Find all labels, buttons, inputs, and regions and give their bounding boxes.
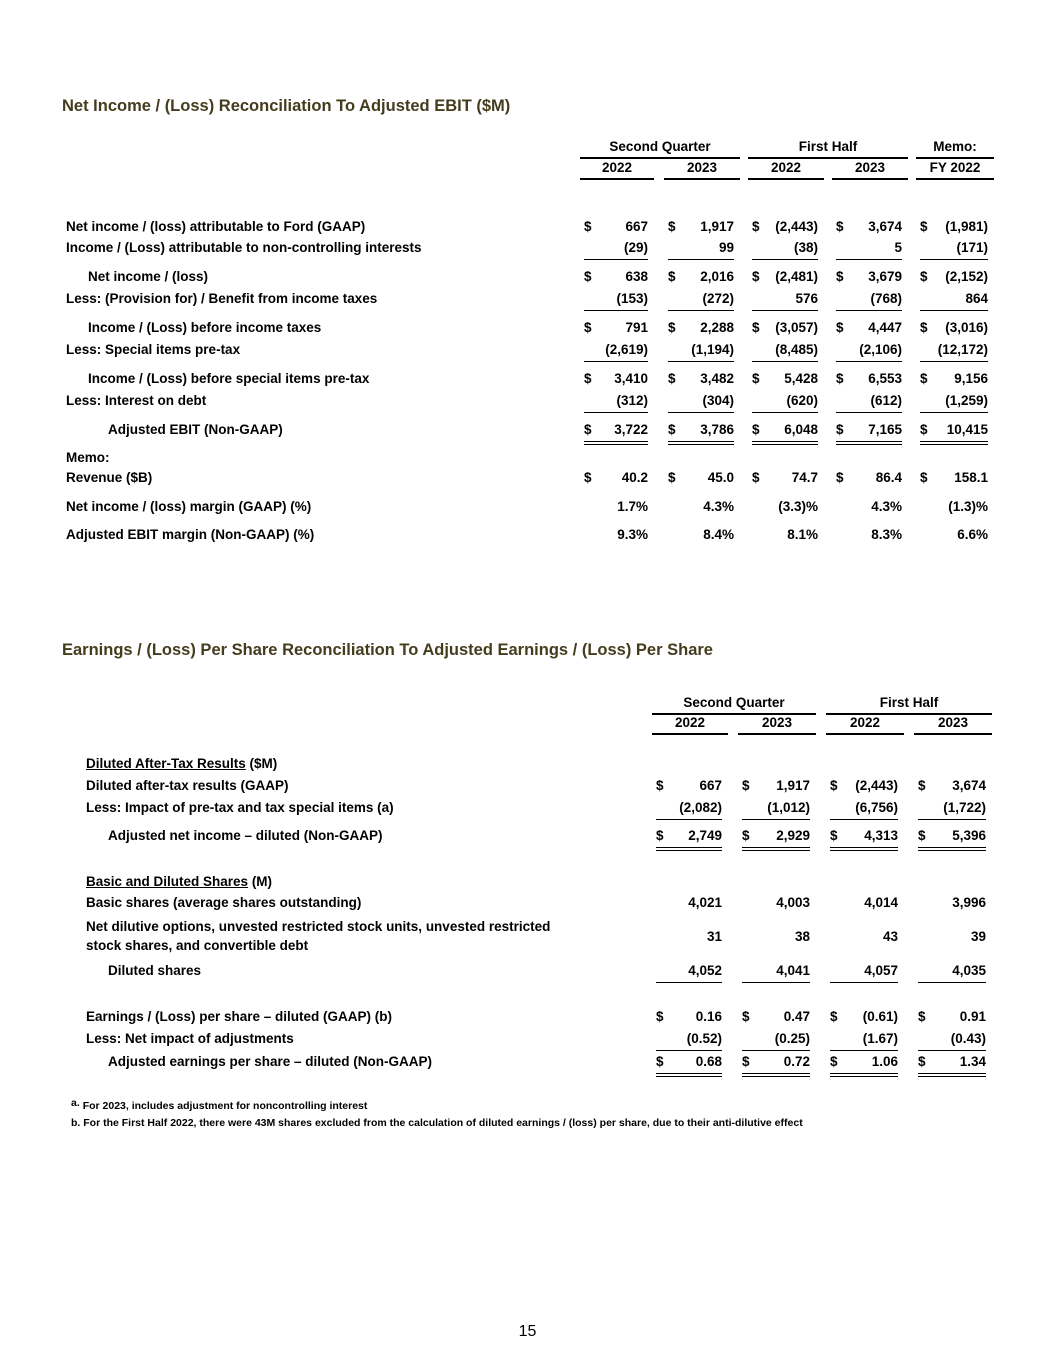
ebit-cell-value: 8.1% [787, 527, 818, 542]
ebit-cell [752, 498, 818, 516]
ebit-cell-value: 3,482 [700, 371, 734, 386]
eps-cell-value: 1.34 [959, 1054, 986, 1069]
ebit-cell [584, 421, 648, 445]
ebit-year-header: 2022 [748, 159, 824, 180]
ebit-row-label: Income / (Loss) attributable to non-controlling interests [66, 240, 422, 255]
eps-cell-value: 4,041 [776, 963, 810, 978]
currency-symbol: $ [584, 371, 592, 386]
eps-group-header: First Half [826, 694, 992, 715]
ebit-cell [920, 370, 988, 388]
ebit-cell [752, 290, 818, 311]
currency-symbol: $ [830, 828, 838, 843]
eps-cell-value: 1,917 [776, 778, 810, 793]
ebit-cell-value: (1,981) [945, 219, 988, 234]
eps-cell [918, 799, 986, 820]
eps-cell-value: (1,722) [943, 800, 986, 815]
eps-cell-value: 4,057 [864, 963, 898, 978]
ebit-cell-value: 5,428 [784, 371, 818, 386]
ebit-cell [752, 218, 818, 236]
ebit-cell-value: 9.3% [617, 527, 648, 542]
ebit-cell-value: 158.1 [954, 470, 988, 485]
eps-cell [742, 894, 810, 912]
eps-cell [742, 777, 810, 795]
ebit-cell-value: 3,786 [700, 422, 734, 437]
ebit-cell-value: 8.4% [703, 527, 734, 542]
eps-cell [918, 1053, 986, 1077]
ebit-cell [752, 268, 818, 286]
ebit-row-label: Less: Special items pre-tax [66, 342, 241, 357]
ebit-cell-value: (2,481) [775, 269, 818, 284]
eps-cell [918, 962, 986, 983]
ebit-cell-value: (8,485) [775, 342, 818, 357]
ebit-row-label: Net income / (loss) attributable to Ford (GAAP) [66, 219, 366, 234]
eps-cell-value: 38 [794, 929, 810, 944]
eps-cell-value: 4,021 [688, 895, 722, 910]
ebit-cell [584, 290, 648, 311]
eps-cell [830, 777, 898, 795]
ebit-cell-value: (272) [702, 291, 734, 306]
ebit-cell-value: (3,057) [775, 320, 818, 335]
ebit-group-header: Second Quarter [580, 138, 740, 159]
currency-symbol: $ [742, 778, 750, 793]
currency-symbol: $ [920, 371, 928, 386]
ebit-cell-value: 74.7 [791, 470, 818, 485]
ebit-cell-value: 9,156 [954, 371, 988, 386]
ebit-cell-value: (768) [870, 291, 902, 306]
eps-cell-value: (0.52) [686, 1031, 722, 1046]
eps-row-label: Earnings / (Loss) per share – diluted (GAAP) (b) [86, 1009, 393, 1024]
ebit-cell [668, 392, 734, 413]
currency-symbol: $ [752, 219, 760, 234]
ebit-cell-value: (2,106) [859, 342, 902, 357]
eps-cell [656, 1008, 722, 1026]
currency-symbol: $ [668, 219, 676, 234]
eps-cell-value: 3,996 [952, 895, 986, 910]
ebit-cell-value: 667 [625, 219, 648, 234]
ebit-cell [836, 498, 902, 516]
currency-symbol: $ [752, 422, 760, 437]
eps-cell [656, 1030, 722, 1051]
ebit-cell [584, 319, 648, 337]
eps-cell [830, 827, 898, 851]
ebit-cell [920, 268, 988, 286]
currency-symbol: $ [668, 269, 676, 284]
eps-group-header: Second Quarter [652, 694, 816, 715]
ebit-cell-value: 791 [625, 320, 648, 335]
ebit-cell [836, 421, 902, 445]
ebit-cell [668, 526, 734, 544]
currency-symbol: $ [836, 320, 844, 335]
eps-cell [918, 1030, 986, 1051]
ebit-cell-value: (1,194) [691, 342, 734, 357]
currency-symbol: $ [836, 470, 844, 485]
ebit-cell [668, 319, 734, 337]
currency-symbol: $ [920, 422, 928, 437]
ebit-cell-value: 1.7% [617, 499, 648, 514]
eps-cell-value: 2,929 [776, 828, 810, 843]
currency-symbol: $ [668, 422, 676, 437]
currency-symbol: $ [836, 219, 844, 234]
ebit-cell-value: 3,410 [614, 371, 648, 386]
ebit-cell [752, 341, 818, 362]
eps-cell-value: 1.06 [871, 1054, 898, 1069]
eps-cell [918, 1008, 986, 1026]
footnote-a-text: For 2023, includes adjustment for noncontrolling interest [82, 1100, 368, 1112]
eps-cell [830, 1053, 898, 1077]
eps-year-header: 2022 [652, 714, 728, 735]
currency-symbol: $ [752, 371, 760, 386]
eps-year-header: 2023 [914, 714, 992, 735]
ebit-cell-value: (29) [623, 240, 648, 255]
footnote-a [71, 1097, 368, 1112]
eps-cell-value: 4,035 [952, 963, 986, 978]
ebit-cell [920, 290, 988, 311]
ebit-cell-value: 10,415 [946, 422, 988, 437]
ebit-cell [584, 218, 648, 236]
ebit-cell [836, 526, 902, 544]
eps-cell [742, 1030, 810, 1051]
ebit-cell-value: (312) [616, 393, 648, 408]
ebit-cell [752, 421, 818, 445]
eps-cell [918, 894, 986, 912]
ebit-cell-value: 6.6% [957, 527, 988, 542]
ebit-cell [584, 239, 648, 260]
currency-symbol: $ [584, 320, 592, 335]
currency-symbol: $ [584, 219, 592, 234]
ebit-cell [668, 469, 734, 487]
ebit-cell-value: 638 [625, 269, 648, 284]
eps-row-label: Diluted shares [108, 963, 202, 978]
currency-symbol: $ [920, 320, 928, 335]
ebit-cell [668, 290, 734, 311]
eps-cell [742, 962, 810, 983]
ebit-cell [668, 239, 734, 260]
eps-row-label: Adjusted earnings per share – diluted (Non-GAAP) [108, 1054, 433, 1069]
section-heading-text: Diluted After-Tax Results [86, 756, 246, 771]
ebit-cell-value: 5 [894, 240, 902, 255]
eps-cell [918, 928, 986, 946]
ebit-cell-value: 576 [795, 291, 818, 306]
ebit-year-header: 2022 [580, 159, 654, 180]
eps-row-label: Less: Net impact of adjustments [86, 1031, 294, 1046]
ebit-cell [836, 319, 902, 337]
currency-symbol: $ [656, 1009, 664, 1024]
eps-row-label: Diluted after-tax results (GAAP) [86, 778, 289, 793]
ebit-cell [668, 370, 734, 388]
eps-cell [656, 777, 722, 795]
ebit-row-label: Revenue ($B) [66, 470, 153, 485]
footnote-a-marker: a. [71, 1097, 80, 1109]
eps-cell [830, 894, 898, 912]
eps-cell [656, 928, 722, 946]
ebit-year-header: 2023 [664, 159, 740, 180]
ebit-cell-value: 2,016 [700, 269, 734, 284]
eps-cell-value: 5,396 [952, 828, 986, 843]
currency-symbol: $ [836, 269, 844, 284]
currency-symbol: $ [656, 778, 664, 793]
ebit-cell-value: (2,152) [945, 269, 988, 284]
ebit-cell-value: 6,553 [868, 371, 902, 386]
eps-cell-value: 31 [706, 929, 722, 944]
ebit-cell [584, 268, 648, 286]
currency-symbol: $ [836, 422, 844, 437]
currency-symbol: $ [836, 371, 844, 386]
currency-symbol: $ [918, 828, 926, 843]
ebit-cell-value: 4.3% [871, 499, 902, 514]
eps-cell [830, 1030, 898, 1051]
footnote-b-marker: b. [71, 1117, 81, 1129]
ebit-cell-value: (2,443) [775, 219, 818, 234]
section-heading-unit: ($M) [245, 756, 278, 771]
page-number: 15 [518, 1323, 537, 1340]
eps-cell-value: 3,674 [952, 778, 986, 793]
currency-symbol: $ [918, 1009, 926, 1024]
eps-cell-value: 39 [970, 929, 986, 944]
ebit-cell [752, 239, 818, 260]
section-heading-unit: (M) [248, 874, 273, 889]
ebit-cell [584, 526, 648, 544]
eps-section-heading [86, 755, 277, 773]
ebit-cell-value: (1,259) [945, 393, 988, 408]
eps-row-label: Net dilutive options, unvested restricted stock units, unvested restricted [86, 919, 551, 934]
ebit-cell-value: 3,722 [614, 422, 648, 437]
eps-cell-value: 4,014 [864, 895, 898, 910]
eps-cell-value: 667 [699, 778, 722, 793]
currency-symbol: $ [742, 1054, 750, 1069]
ebit-cell-value: (171) [956, 240, 988, 255]
eps-cell-value: 0.72 [783, 1054, 810, 1069]
ebit-cell [836, 370, 902, 388]
ebit-cell [668, 421, 734, 445]
ebit-row-label: Income / (Loss) before income taxes [88, 320, 322, 335]
eps-cell [656, 894, 722, 912]
eps-cell [656, 827, 722, 851]
ebit-cell-value: (153) [616, 291, 648, 306]
ebit-cell [752, 469, 818, 487]
eps-table-title: Earnings / (Loss) Per Share Reconciliation To Adjusted Earnings / (Loss) Per Share [62, 641, 713, 659]
currency-symbol: $ [584, 269, 592, 284]
eps-year-header: 2023 [738, 714, 816, 735]
ebit-cell [836, 218, 902, 236]
ebit-cell-value: (620) [786, 393, 818, 408]
ebit-cell [836, 469, 902, 487]
ebit-group-header: Memo: [916, 138, 994, 159]
ebit-cell [920, 392, 988, 413]
ebit-cell-value: (3,016) [945, 320, 988, 335]
currency-symbol: $ [752, 269, 760, 284]
eps-cell [830, 928, 898, 946]
currency-symbol: $ [920, 470, 928, 485]
ebit-cell-value: (612) [870, 393, 902, 408]
eps-cell [742, 1053, 810, 1077]
ebit-cell [584, 498, 648, 516]
eps-cell [742, 799, 810, 820]
eps-year-header: 2022 [826, 714, 904, 735]
eps-row-label: Adjusted net income – diluted (Non-GAAP) [108, 828, 383, 843]
ebit-row-label: Adjusted EBIT margin (Non-GAAP) (%) [66, 527, 315, 542]
ebit-cell-value: 3,674 [868, 219, 902, 234]
ebit-cell-value: 2,288 [700, 320, 734, 335]
eps-cell-value: 0.16 [695, 1009, 722, 1024]
ebit-cell-value: 40.2 [621, 470, 648, 485]
currency-symbol: $ [830, 778, 838, 793]
ebit-row-label: Memo: [66, 450, 110, 465]
ebit-cell-value: 7,165 [868, 422, 902, 437]
eps-cell-value: 0.91 [959, 1009, 986, 1024]
eps-cell [830, 799, 898, 820]
currency-symbol: $ [656, 828, 664, 843]
section-heading-text: Basic and Diluted Shares [86, 874, 249, 889]
ebit-cell [920, 421, 988, 445]
currency-symbol: $ [656, 1054, 664, 1069]
currency-symbol: $ [668, 470, 676, 485]
ebit-cell-value: (1.3)% [948, 499, 988, 514]
ebit-cell [920, 239, 988, 260]
ebit-table-title: Net Income / (Loss) Reconciliation To Adjusted EBIT ($M) [62, 97, 511, 115]
eps-cell-value: (2,443) [855, 778, 898, 793]
currency-symbol: $ [830, 1009, 838, 1024]
ebit-cell-value: 864 [965, 291, 988, 306]
eps-cell [656, 799, 722, 820]
eps-section-heading [86, 873, 272, 891]
ebit-cell [836, 290, 902, 311]
ebit-cell-value: 6,048 [784, 422, 818, 437]
currency-symbol: $ [668, 320, 676, 335]
ebit-row-label: Income / (Loss) before special items pre-tax [88, 371, 370, 386]
ebit-cell-value: 86.4 [875, 470, 902, 485]
ebit-cell [752, 526, 818, 544]
ebit-row-label: Net income / (loss) margin (GAAP) (%) [66, 499, 312, 514]
ebit-cell [668, 341, 734, 362]
footnote-b-text: For the First Half 2022, there were 43M shares excluded from the calculation of diluted earnings / (loss) per share, due to their anti-dilutive effect [83, 1117, 803, 1129]
eps-cell [830, 1008, 898, 1026]
eps-cell-value: (0.61) [862, 1009, 898, 1024]
currency-symbol: $ [830, 1054, 838, 1069]
eps-cell-value: (6,756) [855, 800, 898, 815]
eps-cell [742, 928, 810, 946]
currency-symbol: $ [668, 371, 676, 386]
ebit-cell-value: 99 [718, 240, 734, 255]
ebit-cell [668, 218, 734, 236]
eps-cell [742, 1008, 810, 1026]
eps-row-label: Basic shares (average shares outstanding) [86, 895, 362, 910]
currency-symbol: $ [920, 269, 928, 284]
eps-cell-value: 43 [882, 929, 898, 944]
ebit-cell [920, 498, 988, 516]
eps-cell [656, 962, 722, 983]
ebit-cell [584, 469, 648, 487]
currency-symbol: $ [918, 1054, 926, 1069]
eps-cell [918, 777, 986, 795]
ebit-group-header: First Half [748, 138, 908, 159]
eps-cell-value: (2,082) [679, 800, 722, 815]
ebit-cell [752, 319, 818, 337]
ebit-cell-value: (12,172) [937, 342, 988, 357]
currency-symbol: $ [742, 1009, 750, 1024]
ebit-cell-value: (2,619) [605, 342, 648, 357]
ebit-cell [920, 319, 988, 337]
eps-cell [830, 962, 898, 983]
eps-row-label: Less: Impact of pre-tax and tax special items (a) [86, 800, 394, 815]
ebit-cell-value: 4,447 [868, 320, 902, 335]
ebit-cell [836, 239, 902, 260]
eps-cell-value: 4,052 [688, 963, 722, 978]
ebit-cell-value: 8.3% [871, 527, 902, 542]
ebit-cell [920, 469, 988, 487]
ebit-cell [668, 498, 734, 516]
ebit-year-header: 2023 [832, 159, 908, 180]
ebit-cell [920, 526, 988, 544]
ebit-cell-value: (38) [793, 240, 818, 255]
eps-cell-value: (0.43) [950, 1031, 986, 1046]
ebit-row-label: Adjusted EBIT (Non-GAAP) [108, 422, 283, 437]
eps-cell [656, 1053, 722, 1077]
eps-cell-value: (0.25) [774, 1031, 810, 1046]
ebit-cell [920, 218, 988, 236]
ebit-row-label: Less: (Provision for) / Benefit from income taxes [66, 291, 378, 306]
ebit-year-header: FY 2022 [916, 159, 994, 180]
ebit-cell-value: 3,679 [868, 269, 902, 284]
currency-symbol: $ [584, 470, 592, 485]
ebit-cell [584, 392, 648, 413]
currency-symbol: $ [742, 828, 750, 843]
currency-symbol: $ [752, 320, 760, 335]
ebit-cell [836, 392, 902, 413]
footnote-b [71, 1117, 803, 1129]
eps-row-label-continued: stock shares, and convertible debt [86, 938, 309, 953]
currency-symbol: $ [918, 778, 926, 793]
ebit-cell [668, 268, 734, 286]
ebit-row-label: Net income / (loss) [88, 269, 209, 284]
ebit-cell [584, 341, 648, 362]
ebit-cell [836, 268, 902, 286]
ebit-cell-value: 4.3% [703, 499, 734, 514]
eps-cell-value: 4,003 [776, 895, 810, 910]
eps-cell-value: 0.47 [783, 1009, 810, 1024]
ebit-cell-value: 1,917 [700, 219, 734, 234]
ebit-cell-value: (3.3)% [778, 499, 818, 514]
ebit-row-label: Less: Interest on debt [66, 393, 207, 408]
ebit-cell-value: 45.0 [707, 470, 734, 485]
ebit-cell [752, 392, 818, 413]
eps-cell-value: (1.67) [862, 1031, 898, 1046]
eps-cell-value: 2,749 [688, 828, 722, 843]
eps-cell [918, 827, 986, 851]
eps-cell-value: 4,313 [864, 828, 898, 843]
currency-symbol: $ [920, 219, 928, 234]
ebit-cell [920, 341, 988, 362]
currency-symbol: $ [584, 422, 592, 437]
ebit-cell [752, 370, 818, 388]
ebit-cell [584, 370, 648, 388]
ebit-cell [836, 341, 902, 362]
eps-cell [742, 827, 810, 851]
ebit-cell-value: (304) [702, 393, 734, 408]
currency-symbol: $ [752, 470, 760, 485]
eps-cell-value: 0.68 [695, 1054, 722, 1069]
eps-cell-value: (1,012) [767, 800, 810, 815]
